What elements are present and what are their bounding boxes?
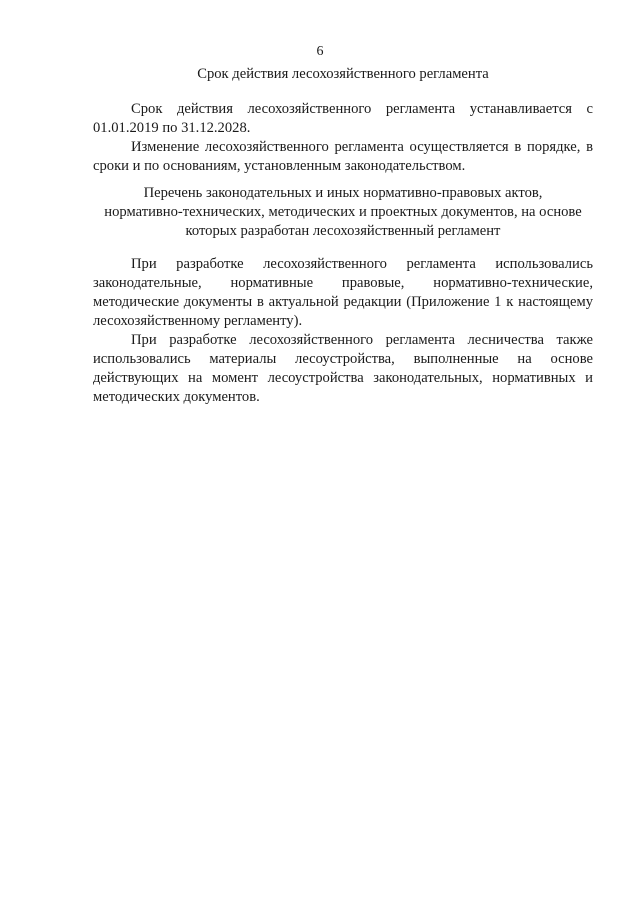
paragraph: При разработке лесохозяйственного регламента лесничества также использовались материалы лесоустройства, выполненные на основе действующих на момент лесоустройства законодательных, нормативных и методических документов. <box>93 332 593 405</box>
paragraph: Изменение лесохозяйственного регламента осуществляется в порядке, в сроки и по основаниям, установленным законодательством. <box>93 139 593 174</box>
section-2-title <box>93 184 593 241</box>
section-2-title-line: нормативно-технических, методических и проектных документов, на основе <box>104 204 582 220</box>
page-number: 6 <box>316 44 324 59</box>
paragraph: При разработке лесохозяйственного регламента использовались законодательные, нормативные правовые, нормативно-технические, методические документы в актуальной редакции (Приложение 1 к настоящему лесохозяйственному регламенту). <box>93 256 593 329</box>
section-1-title: Срок действия лесохозяйственного регламента <box>197 66 489 82</box>
section-2-body <box>93 255 593 407</box>
section-2-title-line: Перечень законодательных и иных нормативно-правовых актов, <box>143 185 543 201</box>
section-2-title-line: которых разработан лесохозяйственный регламент <box>185 223 501 239</box>
paragraph: Срок действия лесохозяйственного регламента устанавливается с 01.01.2019 по 31.12.2028. <box>93 101 593 136</box>
section-1-body <box>93 100 593 176</box>
